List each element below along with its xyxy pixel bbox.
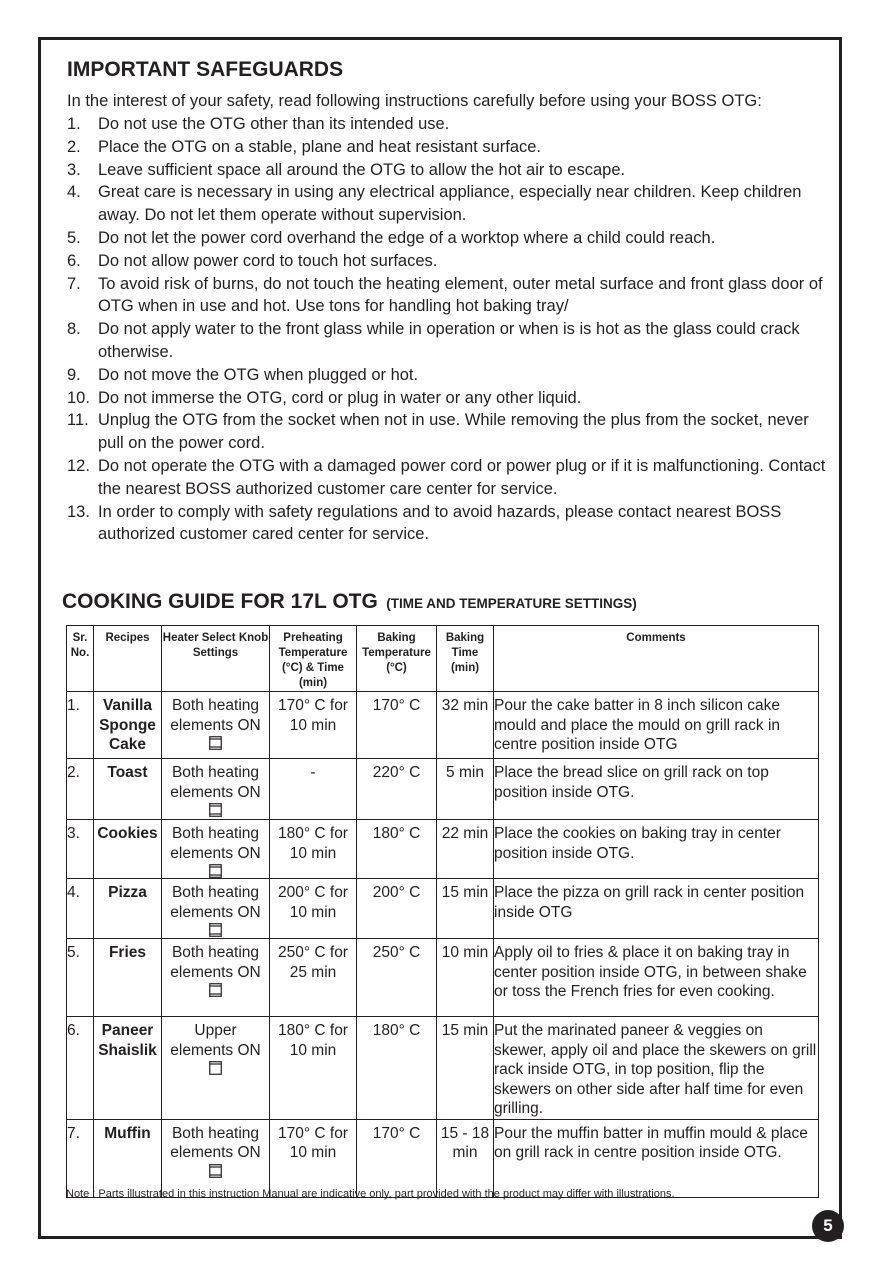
row-knob-setting-text: Both heating elements ON bbox=[170, 825, 261, 862]
row-comments-text: Pour the muffin batter in muffin mould & place on grill rack in centre position inside OTG. bbox=[494, 1124, 808, 1161]
row-comments bbox=[494, 820, 819, 879]
page-number-badge: 5 bbox=[812, 1210, 844, 1242]
row-comments-text: Apply oil to fries & place it on baking tray in center position inside OTG, in between shake or toss the French fries for even cooking. bbox=[494, 944, 807, 1000]
safeguard-text: Leave sufficient space all around the OTG to allow the hot air to escape. bbox=[98, 160, 626, 179]
row-recipe-text: Pizza bbox=[108, 884, 147, 901]
both-elements-icon bbox=[209, 923, 222, 937]
cooking-guide-subtitle: (TIME AND TEMPERATURE SETTINGS) bbox=[386, 596, 637, 611]
both-elements-icon bbox=[209, 983, 222, 997]
row-sr-no-text: 7. bbox=[67, 1124, 80, 1142]
safeguards-title: IMPORTANT SAFEGUARDS bbox=[67, 58, 344, 81]
safeguards-intro: In the interest of your safety, read following instructions carefully before using your BOSS OTG: bbox=[67, 92, 762, 110]
row-comments bbox=[494, 879, 819, 939]
row-knob-setting-text: Both heating elements ON bbox=[170, 697, 261, 734]
row-sr-no-text: 1. bbox=[67, 697, 80, 714]
row-comments bbox=[494, 1119, 819, 1197]
safeguard-text: In order to comply with safety regulations and to avoid hazards, please contact nearest BOSS authorized customer cared center for service. bbox=[98, 502, 782, 544]
row-preheating bbox=[270, 759, 357, 820]
row-baking-temperature-text: 180° C bbox=[372, 825, 421, 842]
safeguards-list bbox=[67, 113, 837, 546]
safeguard-number: 8. bbox=[67, 320, 81, 339]
safeguard-number: 11. bbox=[67, 411, 89, 430]
safeguard-text: To avoid risk of burns, do not touch the heating element, outer metal surface and front glass door of OTG when in use and hot. Use tons for handling hot baking tray/ bbox=[98, 274, 823, 316]
header-preheating: Preheating Temperature (°C) & Time (min) bbox=[270, 626, 357, 692]
safeguard-item bbox=[67, 113, 837, 136]
row-baking-temperature-text: 170° C bbox=[372, 1124, 421, 1142]
cooking-guide-heading bbox=[62, 590, 637, 614]
row-recipe-text: Toast bbox=[107, 764, 148, 781]
row-comments bbox=[494, 1017, 819, 1120]
row-preheating bbox=[270, 820, 357, 879]
row-baking-time bbox=[437, 1017, 494, 1120]
row-recipe bbox=[94, 1017, 162, 1120]
row-sr-no-text: 5. bbox=[67, 944, 80, 961]
row-preheating-text: 170° C for 10 min bbox=[278, 1124, 348, 1161]
row-comments bbox=[494, 692, 819, 759]
row-baking-temperature bbox=[357, 692, 437, 759]
row-recipe-text: Paneer Shaislik bbox=[98, 1022, 157, 1059]
safeguard-number: 6. bbox=[67, 251, 81, 270]
safeguard-item bbox=[67, 250, 837, 273]
row-comments-text: Pour the cake batter in 8 inch silicon cake mould and place the mould on grill rack in centre position inside OTG bbox=[494, 697, 781, 753]
row-knob-setting bbox=[162, 939, 270, 1017]
safeguard-number: 4. bbox=[67, 183, 81, 202]
safeguard-item bbox=[67, 455, 837, 501]
row-baking-temperature-text: 250° C bbox=[372, 944, 421, 961]
safeguard-number: 9. bbox=[67, 365, 81, 384]
table-row bbox=[67, 939, 819, 1017]
row-baking-temperature bbox=[357, 820, 437, 879]
safeguard-text: Place the OTG on a stable, plane and heat resistant surface. bbox=[98, 137, 542, 156]
row-recipe-text: Muffin bbox=[104, 1124, 151, 1142]
row-preheating bbox=[270, 879, 357, 939]
row-knob-setting bbox=[162, 759, 270, 820]
safeguard-item bbox=[67, 159, 837, 182]
table-row bbox=[67, 1119, 819, 1197]
row-baking-temperature bbox=[357, 759, 437, 820]
safeguard-text: Great care is necessary in using any electrical appliance, especially near children. Keep children away. Do not let them operate without supervision. bbox=[98, 183, 802, 225]
footnote: Note : Parts illustrated in this instruction Manual are indicative only, part provided with the product may differ with illustrations. bbox=[66, 1188, 675, 1200]
row-comments bbox=[494, 939, 819, 1017]
table-header-row bbox=[67, 626, 819, 692]
safeguard-number: 1. bbox=[67, 115, 81, 133]
row-preheating-text: 180° C for 10 min bbox=[278, 1022, 348, 1059]
row-preheating-text: 200° C for 10 min bbox=[278, 884, 348, 921]
row-preheating-text: - bbox=[310, 764, 316, 781]
safeguard-number: 5. bbox=[67, 228, 81, 247]
row-preheating-text: 170° C for 10 min bbox=[278, 697, 348, 734]
row-sr-no-text: 4. bbox=[67, 884, 80, 901]
safeguard-item bbox=[67, 273, 837, 319]
header-knob-settings: Heater Select Knob Settings bbox=[162, 626, 270, 692]
row-baking-time bbox=[437, 820, 494, 879]
row-preheating bbox=[270, 692, 357, 759]
safeguard-number: 12. bbox=[67, 456, 90, 475]
row-recipe bbox=[94, 692, 162, 759]
header-sr-no: Sr. No. bbox=[67, 626, 94, 692]
row-baking-temperature-text: 220° C bbox=[372, 764, 421, 781]
row-sr-no bbox=[67, 1017, 94, 1120]
row-baking-time-text: 22 min bbox=[441, 825, 489, 842]
row-knob-setting bbox=[162, 820, 270, 879]
row-baking-time bbox=[437, 759, 494, 820]
row-baking-time bbox=[437, 1119, 494, 1197]
safeguard-item bbox=[67, 227, 837, 250]
row-baking-time bbox=[437, 692, 494, 759]
header-comments: Comments bbox=[494, 626, 819, 692]
row-recipe bbox=[94, 939, 162, 1017]
safeguard-number: 2. bbox=[67, 137, 81, 156]
row-sr-no bbox=[67, 692, 94, 759]
both-elements-icon bbox=[209, 1164, 222, 1178]
row-preheating bbox=[270, 1119, 357, 1197]
row-recipe bbox=[94, 820, 162, 879]
row-baking-time-text: 15 - 18 min bbox=[440, 1124, 490, 1161]
row-baking-time-text: 5 min bbox=[446, 764, 484, 781]
row-knob-setting bbox=[162, 879, 270, 939]
both-elements-icon bbox=[209, 864, 222, 878]
both-elements-icon bbox=[209, 736, 222, 750]
row-baking-time-text: 15 min bbox=[441, 1022, 489, 1039]
safeguard-number: 13. bbox=[67, 502, 90, 521]
table-row bbox=[67, 1017, 819, 1120]
row-baking-temperature bbox=[357, 1119, 437, 1197]
row-knob-setting-text: Upper elements ON bbox=[170, 1022, 261, 1059]
row-baking-temperature-text: 200° C bbox=[372, 884, 421, 901]
safeguard-item bbox=[67, 409, 837, 455]
row-baking-time bbox=[437, 939, 494, 1017]
safeguard-text: Do not move the OTG when plugged or hot. bbox=[98, 365, 419, 384]
row-knob-setting-text: Both heating elements ON bbox=[170, 884, 261, 921]
safeguard-text: Do not operate the OTG with a damaged power cord or power plug or if it is malfunctioning. Contact the nearest BOSS authorized customer care center for service. bbox=[98, 456, 826, 498]
row-sr-no-text: 3. bbox=[67, 825, 80, 842]
row-recipe-text: Vanilla Sponge Cake bbox=[99, 697, 156, 753]
row-recipe bbox=[94, 879, 162, 939]
row-preheating bbox=[270, 1017, 357, 1120]
row-knob-setting bbox=[162, 1017, 270, 1120]
safeguard-item bbox=[67, 318, 837, 364]
row-sr-no bbox=[67, 939, 94, 1017]
row-recipe-text: Fries bbox=[108, 944, 147, 961]
row-recipe-text: Cookies bbox=[97, 825, 158, 842]
row-sr-no bbox=[67, 1119, 94, 1197]
row-sr-no-text: 6. bbox=[67, 1022, 80, 1039]
safeguard-number: 10. bbox=[67, 388, 90, 407]
row-knob-setting bbox=[162, 692, 270, 759]
row-sr-no-text: 2. bbox=[67, 764, 80, 781]
safeguard-text: Do not immerse the OTG, cord or plug in water or any other liquid. bbox=[98, 388, 582, 407]
table-row bbox=[67, 759, 819, 820]
safeguard-item bbox=[67, 501, 837, 547]
table-row bbox=[67, 879, 819, 939]
row-baking-temperature bbox=[357, 1017, 437, 1120]
row-sr-no bbox=[67, 879, 94, 939]
header-baking-temperature: Baking Temperature (°C) bbox=[357, 626, 437, 692]
row-comments bbox=[494, 759, 819, 820]
row-comments-text: Place the cookies on baking tray in center position inside OTG. bbox=[494, 825, 781, 862]
table-row bbox=[67, 692, 819, 759]
safeguard-text: Do not let the power cord overhand the edge of a worktop where a child could reach. bbox=[98, 228, 716, 247]
row-knob-setting-text: Both heating elements ON bbox=[170, 764, 261, 801]
header-baking-time: Baking Time (min) bbox=[437, 626, 494, 692]
safeguard-text: Do not use the OTG other than its intended use. bbox=[98, 115, 450, 133]
cooking-guide-title: COOKING GUIDE FOR 17L OTG bbox=[62, 590, 378, 613]
both-elements-icon bbox=[209, 803, 222, 817]
row-recipe bbox=[94, 1119, 162, 1197]
row-comments-text: Place the bread slice on grill rack on top position inside OTG. bbox=[494, 764, 769, 801]
row-preheating-text: 250° C for 25 min bbox=[278, 944, 348, 981]
upper-element-icon bbox=[209, 1061, 222, 1075]
row-sr-no bbox=[67, 759, 94, 820]
row-preheating-text: 180° C for 10 min bbox=[278, 825, 348, 862]
row-recipe bbox=[94, 759, 162, 820]
safeguard-item bbox=[67, 364, 837, 387]
row-baking-temperature bbox=[357, 879, 437, 939]
safeguard-item bbox=[67, 387, 837, 410]
row-comments-text: Put the marinated paneer & veggies on skewer, apply oil and place the skewers on grill rack inside OTG, in top position, flip the skewers on other side after half time for even grilling. bbox=[494, 1022, 817, 1117]
row-baking-time-text: 32 min bbox=[441, 697, 489, 714]
row-preheating bbox=[270, 939, 357, 1017]
header-recipes: Recipes bbox=[94, 626, 162, 692]
safeguard-item bbox=[67, 136, 837, 159]
row-baking-temperature-text: 170° C bbox=[372, 697, 421, 714]
safeguard-text: Do not apply water to the front glass while in operation or when is is hot as the glass could crack otherwise. bbox=[98, 320, 800, 361]
table-row bbox=[67, 820, 819, 879]
cooking-guide-table bbox=[66, 625, 819, 1198]
safeguard-number: 7. bbox=[67, 274, 81, 293]
row-baking-temperature-text: 180° C bbox=[372, 1022, 421, 1039]
row-baking-time-text: 10 min bbox=[441, 944, 489, 961]
row-baking-time bbox=[437, 879, 494, 939]
safeguards-section bbox=[67, 58, 837, 546]
row-knob-setting-text: Both heating elements ON bbox=[170, 944, 261, 981]
safeguard-text: Do not allow power cord to touch hot surfaces. bbox=[98, 251, 438, 270]
row-knob-setting-text: Both heating elements ON bbox=[170, 1124, 261, 1161]
row-baking-temperature bbox=[357, 939, 437, 1017]
safeguard-number: 3. bbox=[67, 160, 81, 179]
safeguard-text: Unplug the OTG from the socket when not in use. While removing the plus from the socket, never pull on the power cord. bbox=[98, 411, 809, 453]
row-sr-no bbox=[67, 820, 94, 879]
row-knob-setting bbox=[162, 1119, 270, 1197]
row-baking-time-text: 15 min bbox=[441, 884, 489, 901]
row-comments-text: Place the pizza on grill rack in center position inside OTG bbox=[494, 884, 805, 921]
safeguard-item bbox=[67, 181, 837, 227]
